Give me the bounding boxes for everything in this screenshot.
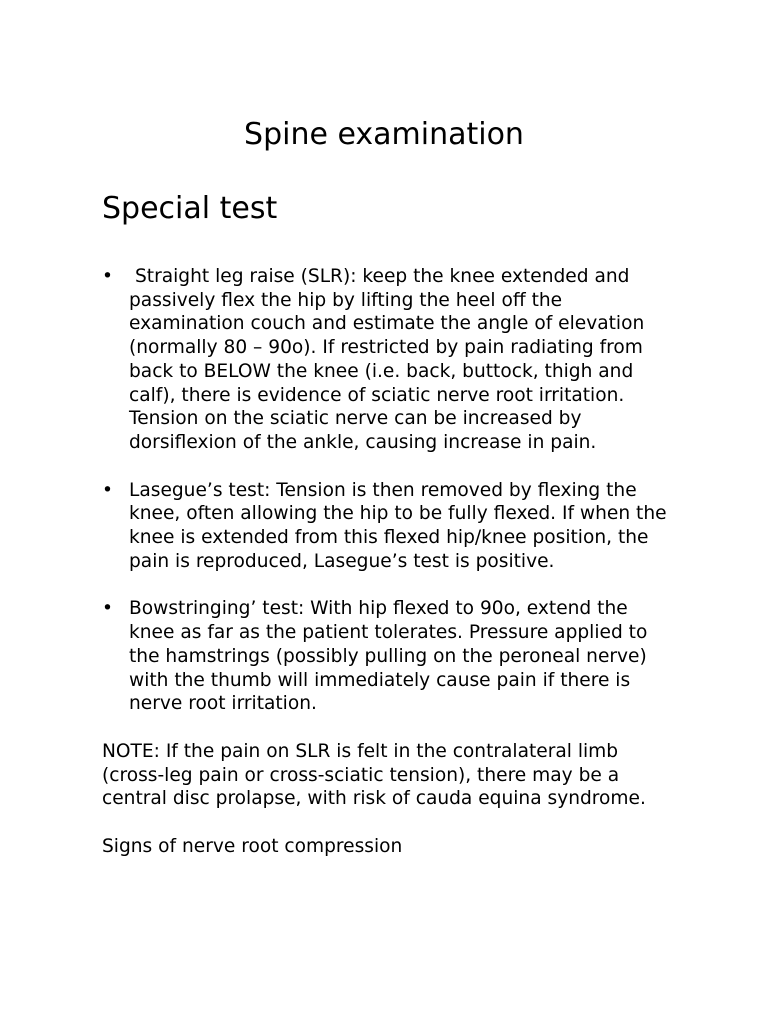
bullet-icon: • [102,479,113,501]
document-body [102,265,672,883]
note-paragraph: NOTE: If the pain on SLR is felt in the contralateral limb (cross-leg pain or cross-sciatic tension), there may be a central disc prolapse, with risk of cauda equina syndrome. [102,740,646,810]
list-item [102,597,672,716]
bullet-icon: • [102,266,113,287]
section-heading: Special test [102,191,278,226]
bullet-text-bowstringing: Bowstringing’ test: With hip flexed to 90o, extend the knee as far as the patient tolerates. Pressure applied to the hamstrings (possibly pulling on the peroneal nerve) with the thumb will immediately cause pain if there is nerve root irritation. [129,598,648,715]
list-item [102,265,672,455]
bullet-text-slr: Straight leg raise (SLR): keep the knee extended and passively flex the hip by lifting the heel off the examination couch and estimate the angle of elevation (normally 80 – 90o). If restricted by pain radiating from back to BELOW the knee (i.e. back, buttock, thigh and calf), there is evidence of sciatic nerve root irritation. Tension on the sciatic nerve can be increased by dorsiflexion of the ankle, causing increase in pain. [129,266,645,453]
subheading-nerve-root: Signs of nerve root compression [102,836,403,858]
list-item [102,479,672,574]
bullet-icon: • [102,598,113,620]
page-title: Spine examination [244,117,524,152]
bullet-text-lasegue: Lasegue’s test: Tension is then removed by flexing the knee, often allowing the hip to be fully flexed. If when the knee is extended from this flexed hip/knee position, the pain is reproduced, Lasegue’s test is positive. [129,479,667,572]
